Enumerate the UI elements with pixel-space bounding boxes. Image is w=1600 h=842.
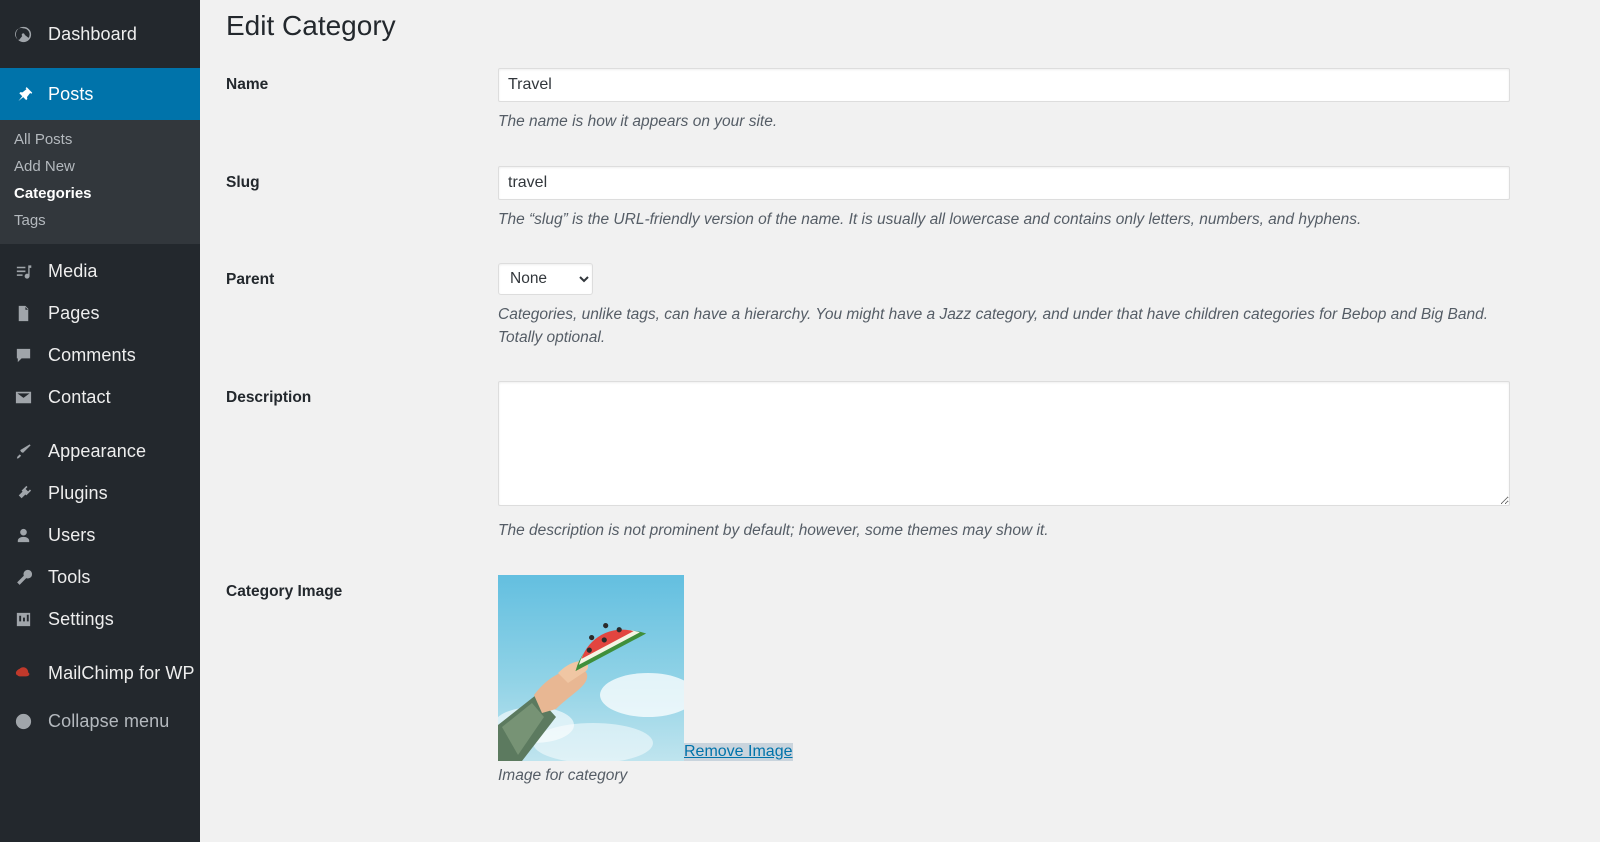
parent-description: Categories, unlike tags, can have a hierarchy. You might have a Jazz category, and under that have children categories for Bebop and Big Band. Totally optional. xyxy=(498,305,1489,347)
sidebar-item-contact[interactable] xyxy=(0,376,200,418)
sidebar-item-appearance[interactable] xyxy=(0,430,200,472)
brush-icon xyxy=(14,442,40,461)
name-label: Name xyxy=(226,76,269,94)
sidebar-item-media[interactable] xyxy=(0,250,200,292)
category-image-caption: Image for category xyxy=(498,766,628,784)
main-content xyxy=(200,0,1600,842)
collapse-icon xyxy=(14,712,40,731)
parent-select[interactable] xyxy=(498,263,593,295)
admin-sidebar xyxy=(0,0,200,842)
sidebar-item-label: Media xyxy=(48,260,98,281)
sidebar-item-users[interactable] xyxy=(0,514,200,556)
mailchimp-icon xyxy=(14,664,40,683)
sidebar-item-tools[interactable] xyxy=(0,556,200,598)
category-image-block xyxy=(498,575,1510,761)
description-label: Description xyxy=(226,389,312,407)
description-help: The description is not prominent by default; however, some themes may show it. xyxy=(498,522,1049,540)
edit-category-form xyxy=(200,58,1600,800)
sidebar-item-label: Pages xyxy=(48,302,100,323)
category-image-thumbnail xyxy=(498,575,684,761)
slug-input[interactable] xyxy=(498,166,1510,200)
description-textarea[interactable] xyxy=(498,381,1510,506)
parent-label: Parent xyxy=(226,270,275,288)
field-row-name xyxy=(226,58,1600,133)
sidebar-item-label: Contact xyxy=(48,386,111,407)
sidebar-item-label: Plugins xyxy=(48,482,108,503)
wrench-icon xyxy=(14,568,40,587)
sidebar-group-admin xyxy=(0,424,200,646)
dashboard-icon xyxy=(14,25,40,44)
spacer xyxy=(226,231,1600,253)
field-row-parent xyxy=(226,253,1600,350)
watermelon-photo xyxy=(498,575,684,761)
sidebar-item-label: Settings xyxy=(48,608,114,629)
user-icon xyxy=(14,526,40,545)
spacer xyxy=(226,349,1600,371)
settings-icon xyxy=(14,610,40,629)
sidebar-item-label: Comments xyxy=(48,344,136,365)
category-image-thumb-wrap xyxy=(498,575,684,761)
sidebar-item-dashboard[interactable] xyxy=(0,0,200,68)
sidebar-item-pages[interactable] xyxy=(0,292,200,334)
sidebar-item-label: MailChimp for WP xyxy=(48,662,195,683)
spacer xyxy=(226,134,1600,156)
sidebar-group-plugins xyxy=(0,646,200,748)
sidebar-item-plugins[interactable] xyxy=(0,472,200,514)
field-row-slug xyxy=(226,156,1600,231)
submenu-item-categories[interactable]: Categories xyxy=(14,185,92,202)
page-title: Edit Category xyxy=(226,10,396,41)
remove-image-link[interactable]: Remove Image xyxy=(684,742,793,760)
sidebar-item-label: Appearance xyxy=(48,440,147,461)
sidebar-item-label: Collapse menu xyxy=(48,710,170,731)
name-input[interactable] xyxy=(498,68,1510,102)
submenu-item-all-posts[interactable]: All Posts xyxy=(14,131,73,148)
field-row-description xyxy=(226,371,1600,542)
sidebar-item-label: Users xyxy=(48,524,96,545)
sidebar-item-label: Posts xyxy=(48,83,94,104)
submenu-item-add-new[interactable]: Add New xyxy=(14,158,75,175)
comment-icon xyxy=(14,346,40,365)
field-row-category-image xyxy=(226,565,1600,801)
sidebar-item-mailchimp-for-wp[interactable] xyxy=(0,652,200,694)
slug-description: The “slug” is the URL-friendly version of the name. It is usually all lowercase and contains only letters, numbers, and hyphens. xyxy=(498,210,1362,228)
sidebar-group-content xyxy=(0,244,200,424)
slug-label: Slug xyxy=(226,173,260,191)
submenu-item-tags[interactable]: Tags xyxy=(14,212,46,229)
page-icon xyxy=(14,304,40,323)
plug-icon xyxy=(14,484,40,503)
sidebar-item-collapse-menu[interactable] xyxy=(0,700,200,742)
mail-icon xyxy=(14,388,40,407)
pin-icon xyxy=(14,85,40,104)
sidebar-item-settings[interactable] xyxy=(0,598,200,640)
posts-submenu xyxy=(0,120,200,244)
category-image-label: Category Image xyxy=(226,582,343,600)
sidebar-item-comments[interactable] xyxy=(0,334,200,376)
media-icon xyxy=(14,262,40,281)
sidebar-item-label: Tools xyxy=(48,566,91,587)
sidebar-item-label: Dashboard xyxy=(48,23,137,44)
name-description: The name is how it appears on your site. xyxy=(498,113,778,131)
sidebar-item-posts[interactable] xyxy=(0,68,200,120)
spacer xyxy=(226,543,1600,565)
